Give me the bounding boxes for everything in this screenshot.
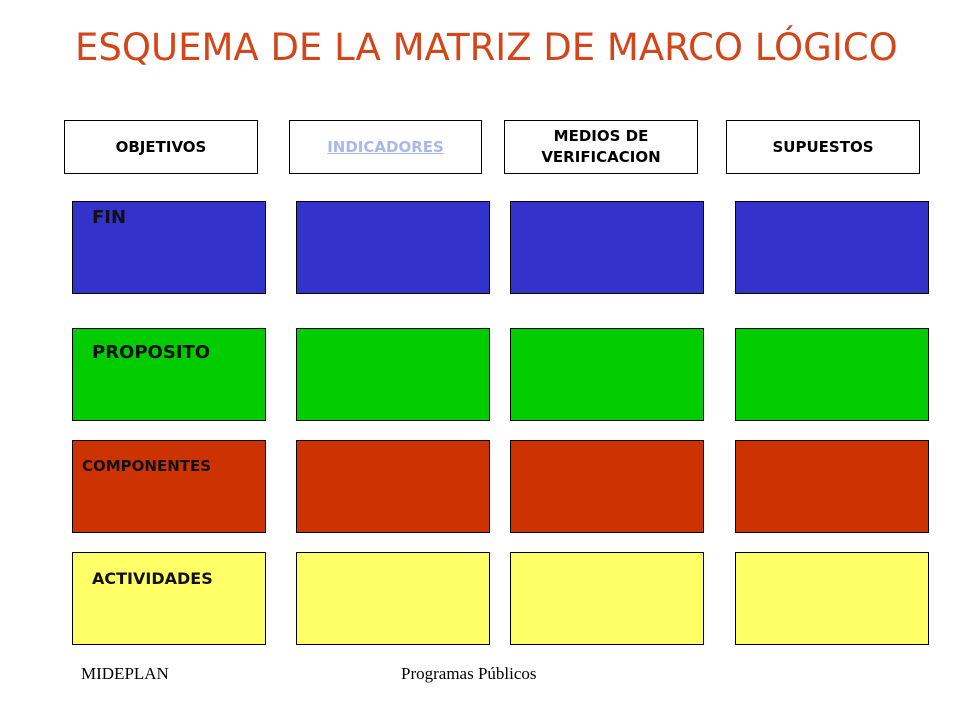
row-label-componentes: COMPONENTES (82, 457, 212, 475)
cell-componentes-medios (510, 440, 704, 533)
row-label-fin: FIN (92, 207, 127, 228)
header-medios-de-verificacion (504, 120, 698, 174)
cell-actividades-indicadores (296, 552, 490, 645)
cell-componentes-supuestos (735, 440, 929, 533)
cell-proposito-supuestos (735, 328, 929, 421)
header-indicadores-link[interactable]: INDICADORES (289, 120, 482, 174)
cell-proposito-indicadores (296, 328, 490, 421)
cell-fin-medios (510, 201, 704, 294)
footer-left: MIDEPLAN (81, 664, 169, 683)
cell-componentes-indicadores (296, 440, 490, 533)
header-objetivos: OBJETIVOS (64, 120, 258, 174)
cell-actividades-medios (510, 552, 704, 645)
page-title: ESQUEMA DE LA MATRIZ DE MARCO LÓGICO (75, 26, 898, 69)
row-label-actividades: ACTIVIDADES (92, 569, 213, 588)
cell-fin-indicadores (296, 201, 490, 294)
cell-fin-supuestos (735, 201, 929, 294)
cell-proposito-medios (510, 328, 704, 421)
cell-actividades-supuestos (735, 552, 929, 645)
footer-right: Programas Públicos (401, 664, 537, 683)
cell-componentes-objetivos (72, 440, 266, 533)
cell-actividades-objetivos (72, 552, 266, 645)
row-label-proposito: PROPOSITO (92, 342, 211, 363)
header-medios-line1: MEDIOS DE (553, 127, 649, 145)
header-medios-line2: VERIFICACION (541, 148, 661, 166)
header-supuestos: SUPUESTOS (726, 120, 920, 174)
